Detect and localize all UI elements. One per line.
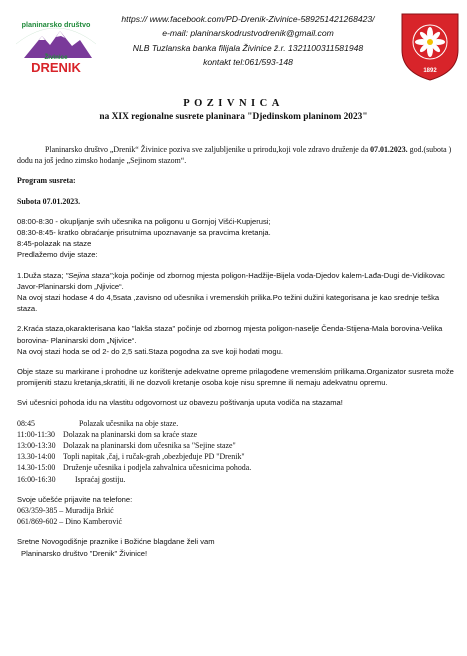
schedule-row — [17, 462, 457, 473]
contact-line: 061/869-602 – Dino Kamberović — [17, 517, 122, 527]
closing-signature: Planinarsko društvo "Drenik" Živinice! — [21, 548, 148, 558]
schedule-text: Dolazak na planinarski dom sa kraće staze — [63, 429, 198, 439]
marking-paragraph: Obje staze su markirane i prohodne uz korištenje adekvatne opreme prilagođene vremenskim prilikama.Organizator susreta može promijeniti stazu kretanja,skratiti, ili ne dozvoli kretanje osoba koje nisu spremne ili nemaju adekvatnu opremu. — [17, 367, 454, 388]
logo-name-text: DRENIK — [31, 60, 81, 75]
contact-line: 063/359-385 – Muradija Brkić — [17, 506, 114, 516]
morning-line: Predlažemo dvije staze: — [17, 250, 98, 260]
trail-one-name: "Sejina staza" — [65, 270, 113, 280]
logo-town-text: Živinice — [44, 54, 68, 61]
schedule-time: 14.30-15:00 — [17, 463, 56, 473]
contact-phone-line: kontakt tel:061/593-148 — [203, 56, 293, 67]
schedule-text: Ispraćaj gostiju. — [75, 474, 126, 484]
mountaineering-association-emblem — [398, 10, 462, 82]
intro-text-b: god.(subota ) dođu na još jedno zimsko hodanje „Sejinom stazom“. — [17, 145, 452, 166]
closing-line: Sretne Novogodišnje praznike i Božićne blagdane želi vam — [17, 537, 215, 547]
morning-line: 08:30-8:45- kratko obraćanje prisutnima upoznavanje sa pravcima kretanja. — [17, 228, 271, 238]
facebook-link[interactable]: https:// www.facebook.com/PD-Drenik-Zivinice-589251421268423/ — [121, 14, 375, 24]
schedule-list — [17, 418, 457, 485]
trail-two-prefix: 2.Kraća staza,okarakterisana kao — [17, 324, 132, 334]
email-line[interactable]: e-mail: planinarskodrustvodrenik@gmail.com — [162, 28, 334, 39]
responsibility-paragraph: Svi učesnici pohoda idu na vlastitu odgovornost uz obavezu poštivanja uputa vodiča na stazama! — [17, 398, 343, 408]
schedule-text: Druženje učesnika i podjela zahvalnica učesnicima pohoda. — [63, 463, 252, 473]
program-heading: Program susreta: — [17, 176, 76, 186]
page-subtitle: na XIX regionalne susrete planinara "Djedinskom planinom 2023" — [99, 112, 368, 122]
emblem-year: 1892 — [423, 68, 437, 74]
intro-paragraph — [17, 144, 457, 166]
schedule-row — [17, 429, 457, 440]
trail-one-description — [17, 270, 457, 292]
schedule-row — [17, 474, 457, 485]
intro-text-a: Planinarsko društvo „Drenik“ Živinice poziva sve zaljubljenike u prirodu,koji vole zdravo druženje da — [45, 145, 371, 154]
header-contact-block — [96, 12, 400, 69]
schedule-time: 16:00-16:30 — [17, 474, 56, 484]
trail-one-details: Na ovoj stazi hodase 4 do 4,5sata ,zavisno od učesnika i vremenskih prilika.Po težini dužini kategorisana je kao srednje teška staza. — [17, 293, 440, 314]
trail-two-description — [17, 323, 457, 345]
schedule-time: 11:00-11:30 — [17, 429, 55, 439]
invitation-body — [17, 144, 457, 559]
drenik-logo — [10, 14, 102, 76]
schedule-time: 13:00-13:30 — [17, 441, 56, 451]
page-title: POZIVNICA — [183, 98, 284, 109]
schedule-text: Dolazak na planinarski dom učesnika sa "Sejine staze" — [63, 441, 236, 451]
morning-line: 08:00-8:30 - okupljanje svih učesnika na poligonu u Gornjoj Višći-Kupjerusi; — [17, 216, 271, 226]
schedule-row — [17, 440, 457, 451]
trail-one-prefix: 1.Duža staza; — [17, 270, 66, 280]
bank-account-line: NLB Tuzlanska banka filijala Živinice ž.r. 1321100311581948 — [132, 42, 364, 53]
event-date: 07.01.2023. — [370, 145, 408, 154]
morning-line: 8:45-polazak na staze — [17, 239, 92, 249]
logo-top-text: planinarsko društvo — [21, 20, 91, 29]
schedule-text: Topli napitak ,čaj, i ručak-grah ,obezbjeđuje PD "Drenik" — [63, 452, 245, 462]
trail-two-route: počinje od zbornog mjesta poligon-naselje Čenda-Stijena-Mala borovina-Velika borovina- Planinarski dom „Njivice“. — [17, 324, 443, 345]
day-heading: Subota 07.01.2023. — [17, 196, 81, 206]
trail-two-name: "lakša staza" — [131, 324, 176, 334]
schedule-row — [17, 418, 457, 429]
schedule-time: 13.30-14:00 — [17, 452, 56, 462]
schedule-time: 08:45 — [17, 418, 35, 428]
schedule-row — [17, 451, 457, 462]
contacts-heading: Svoje učešće prijavite na telefone: — [17, 494, 133, 504]
trail-one-route: ;koja počinje od zbornog mjesta poligon-Hadžije-Bijela voda-Djedov kalem-Lađa-Dugi de-Vidikovac Javor-Planinarski dom „Njivice“. — [17, 270, 445, 291]
trail-two-details: Na ovoj stazi hoda se od 2- do 2,5 sati.Staza pogodna za sve koji hodati mogu. — [17, 346, 283, 356]
schedule-text: Polazak učesnika na obje staze. — [79, 418, 179, 428]
